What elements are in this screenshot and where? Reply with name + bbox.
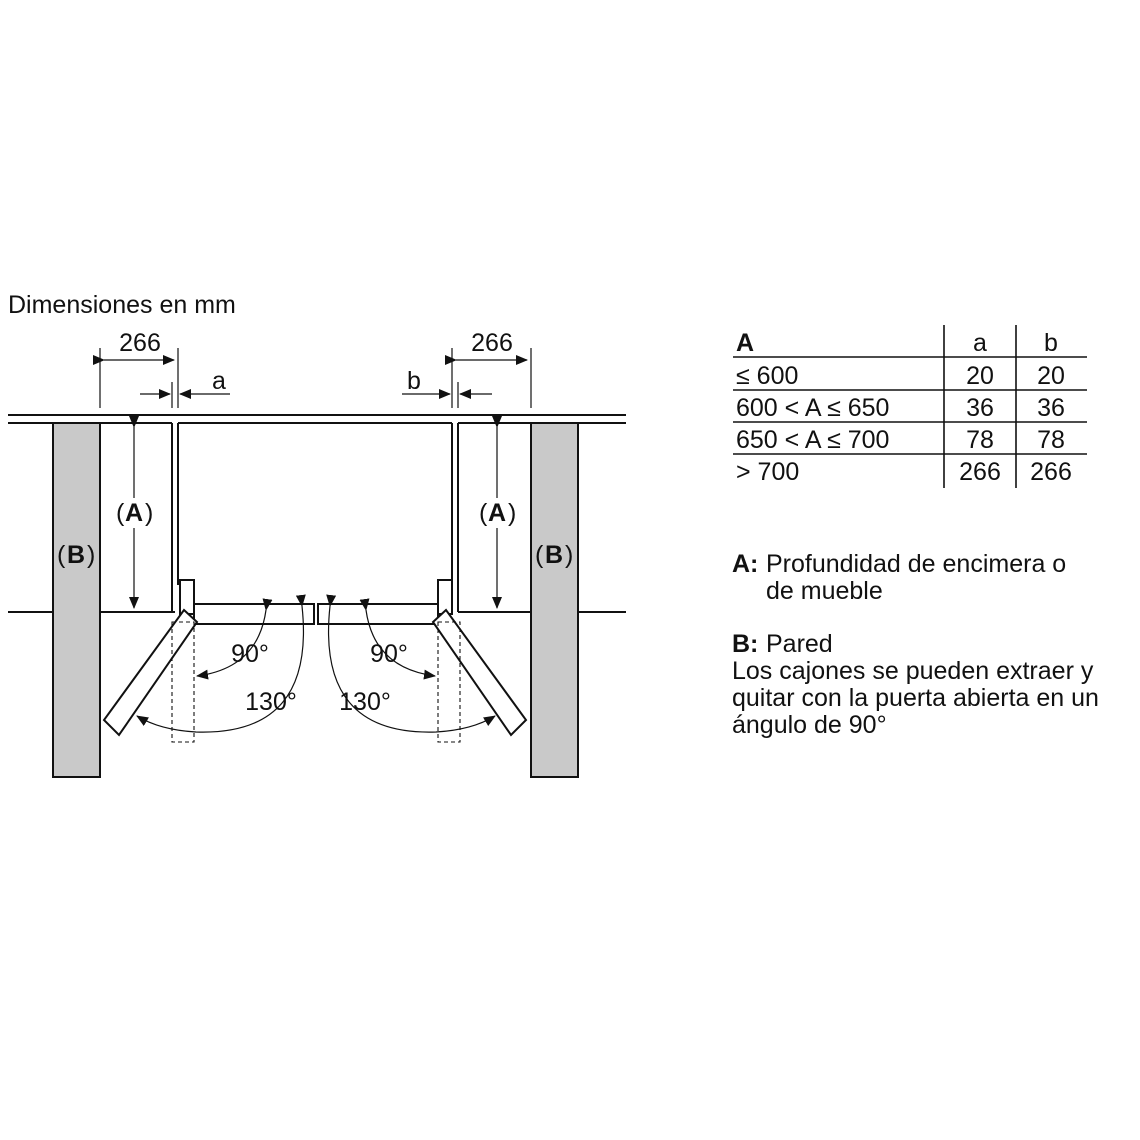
depth-label-left: A (124, 499, 144, 527)
wall-label-right-paren-close: ) (565, 541, 574, 569)
wall-right (531, 423, 578, 777)
dimension-a-label: a (212, 367, 226, 395)
wall-left (53, 423, 100, 777)
table-cell: 20 (966, 362, 994, 390)
legend-b-key: B: (732, 630, 759, 658)
table-header-a: a (973, 329, 987, 357)
table-cell: 20 (1037, 362, 1065, 390)
table-cell: 78 (966, 426, 994, 454)
table-cell: 600 < A ≤ 650 (736, 394, 890, 422)
table-cell: 650 < A ≤ 700 (736, 426, 890, 454)
legend-b-text-4: ángulo de 90° (732, 711, 887, 739)
table-cell: 36 (1037, 394, 1065, 422)
wall-label-right: B (544, 541, 564, 569)
depth-label-left-paren-open: ( (116, 499, 125, 527)
depth-label-left-paren-close: ) (145, 499, 154, 527)
legend-a-key: A: (732, 550, 759, 578)
wall-label-left: B (66, 541, 86, 569)
table-cell: 266 (1030, 458, 1072, 486)
dimension-266-left-label: 266 (119, 329, 161, 357)
wall-label-left-paren-open: ( (57, 541, 66, 569)
dimension-266-right (452, 348, 531, 408)
wall-label-left-paren-close: ) (87, 541, 96, 569)
table-header-A: A (736, 329, 755, 357)
table-cell: 266 (959, 458, 1001, 486)
depth-label-right-paren-open: ( (479, 499, 488, 527)
legend-a-text-1: Profundidad de encimera o (766, 550, 1067, 578)
legend (732, 550, 1099, 739)
legend-a-text-2: de mueble (766, 577, 883, 605)
diagram-title: Dimensiones en mm (8, 291, 236, 319)
dimension-b-label: b (407, 367, 421, 395)
door-right-open (433, 610, 526, 735)
clearance-table (733, 325, 1087, 488)
depth-label-right-paren-close: ) (508, 499, 517, 527)
angle-130-right-label: 130° (339, 688, 391, 716)
table-header-b: b (1044, 329, 1058, 357)
dimension-266-right-label: 266 (471, 329, 513, 357)
legend-b-text-1: Pared (766, 630, 833, 658)
legend-b-text-3: quitar con la puerta abierta en un (732, 684, 1099, 712)
depth-label-right: A (487, 499, 507, 527)
dimension-266-left (100, 348, 178, 408)
wall-label-right-paren-open: ( (535, 541, 544, 569)
angle-90-left-label: 90° (231, 640, 269, 668)
angle-130-left-label: 130° (245, 688, 297, 716)
fridge-body (178, 423, 452, 624)
table-cell: 78 (1037, 426, 1065, 454)
door-left-open (104, 610, 197, 735)
table-cell: ≤ 600 (736, 362, 799, 390)
angle-90-right-label: 90° (370, 640, 408, 668)
table-cell: > 700 (736, 458, 800, 486)
legend-b-text-2: Los cajones se pueden extraer y (732, 657, 1094, 685)
table-cell: 36 (966, 394, 994, 422)
